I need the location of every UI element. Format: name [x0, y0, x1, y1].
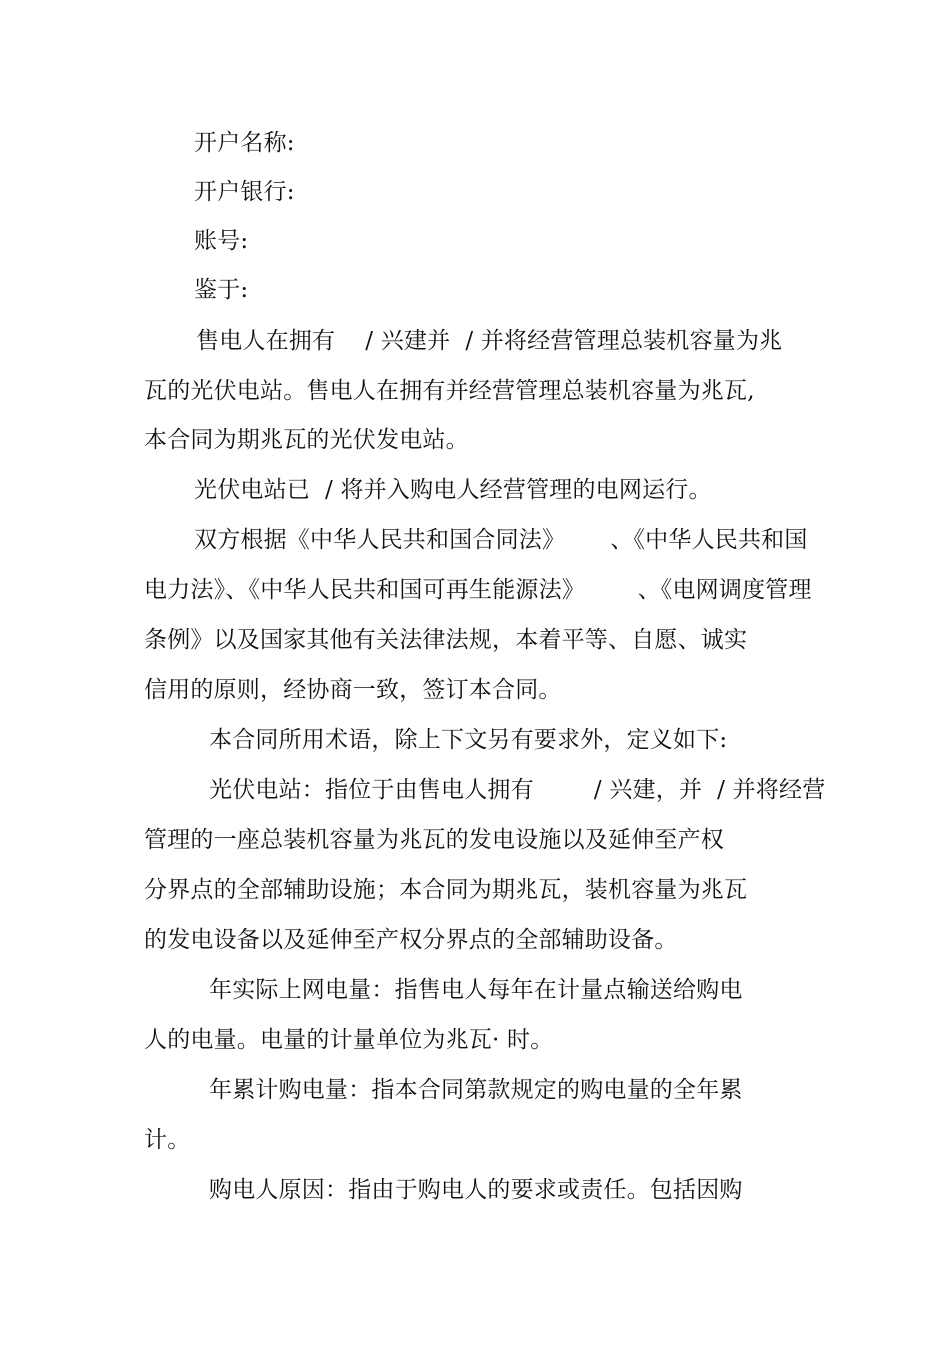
paragraph-line: 条例》以及国家其他有关法律法规，本着平等、自愿、诚实	[144, 627, 748, 653]
paragraph-line: 本合同为期兆瓦的光伏发电站。	[144, 427, 469, 453]
paragraph-line: 瓦的光伏电站。售电人在拥有并经营管理总装机容量为兆瓦,	[144, 378, 755, 404]
definition-line: 分界点的全部辅助设施；本合同为期兆瓦，装机容量为兆瓦	[144, 877, 748, 903]
paragraph-line: 信用的原则，经协商一致，签订本合同。	[144, 677, 562, 703]
field-account-name: 开户名称:	[194, 130, 295, 156]
definition-line: 购电人原因：指由于购电人的要求或责任。包括因购	[209, 1177, 743, 1203]
field-bank-name: 开户银行:	[194, 179, 295, 205]
definitions-intro: 本合同所用术语，除上下文另有要求外，定义如下:	[209, 727, 728, 753]
definition-line: 光伏电站：指位于由售电人拥有 / 兴建，并 / 并将经营	[209, 777, 826, 803]
paragraph-line: 售电人在拥有 / 兴建并 / 并将经营管理总装机容量为兆	[196, 328, 783, 354]
paragraph-line: 光伏电站已 / 将并入购电人经营管理的电网运行。	[194, 477, 712, 503]
field-account-number: 账号:	[194, 228, 249, 254]
whereas-heading: 鉴于:	[194, 277, 249, 303]
definition-line: 人的电量。电量的计量单位为兆瓦· 时。	[144, 1027, 554, 1053]
paragraph-line: 电力法》、《中华人民共和国可再生能源法》 、《电网调度管理	[144, 577, 812, 603]
definition-line: 年累计购电量：指本合同第款规定的购电量的全年累	[209, 1077, 743, 1103]
definition-line: 管理的一座总装机容量为兆瓦的发电设施以及延伸至产权	[144, 827, 724, 853]
paragraph-line: 双方根据《中华人民共和国合同法》 、《中华人民共和国	[194, 527, 808, 553]
definition-line: 计。	[144, 1127, 191, 1153]
definition-line: 的发电设备以及延伸至产权分界点的全部辅助设备。	[144, 927, 678, 953]
definition-line: 年实际上网电量：指售电人每年在计量点输送给购电	[209, 977, 743, 1003]
